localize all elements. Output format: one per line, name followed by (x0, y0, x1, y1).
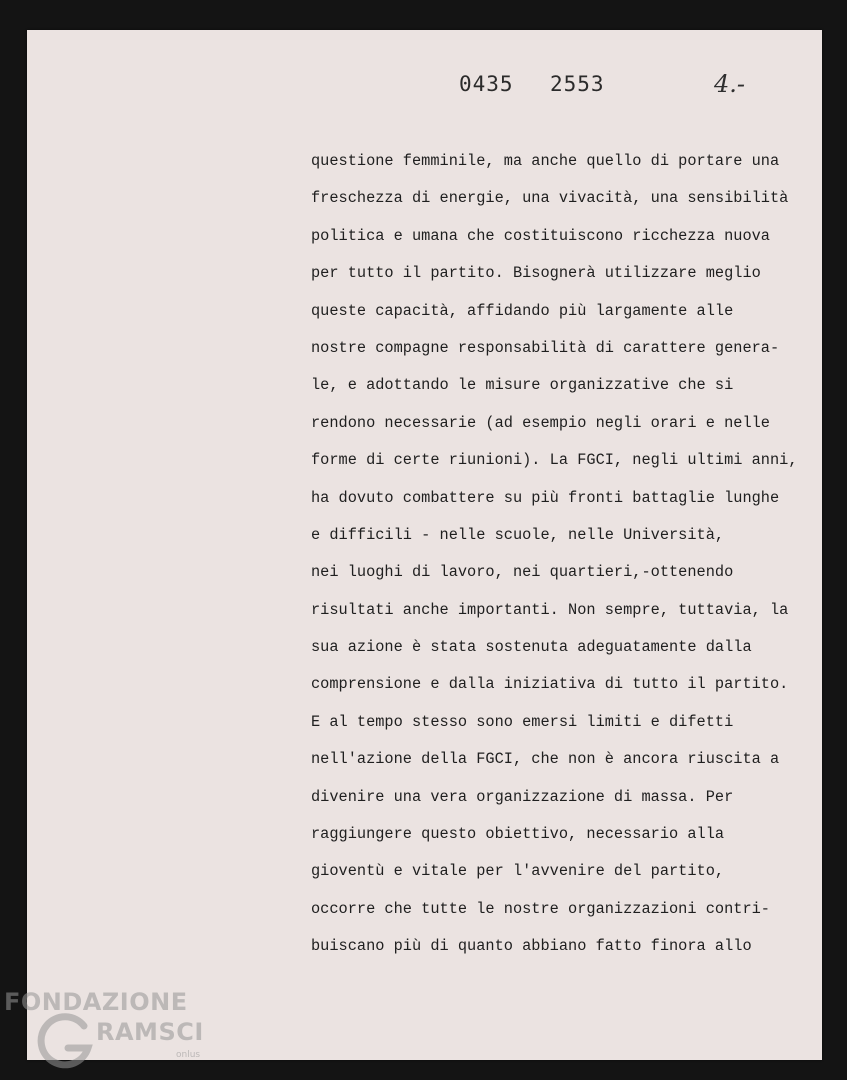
text-line: forme di certe riunioni). La FGCI, negli ultimi anni, (311, 451, 798, 470)
text-line: nell'azione della FGCI, che non è ancora riuscita a (311, 750, 780, 769)
handwritten-page-number: 4.- (714, 70, 746, 98)
text-line: le, e adottando le misure organizzative che si (311, 376, 734, 395)
text-line: freschezza di energie, una vivacità, una sensibilità (311, 189, 789, 208)
text-line: risultati anche importanti. Non sempre, tuttavia, la (311, 600, 789, 619)
text-line: nei luoghi di lavoro, nei quartieri,-ottenendo (311, 563, 734, 582)
archive-number-left: 0435 (459, 72, 514, 96)
text-line: raggiungere questo obiettivo, necessario alla (311, 825, 725, 844)
gramsci-g-logo-icon (34, 1012, 96, 1072)
text-line: politica e umana che costituiscono ricchezza nuova (311, 226, 770, 245)
text-line: E al tempo stesso sono emersi limiti e difetti (311, 712, 734, 731)
archive-number-right: 2553 (550, 72, 605, 96)
watermark-line-3: onlus (176, 1050, 201, 1060)
watermark-line-2: RAMSCI (96, 1018, 204, 1046)
text-line: divenire una vera organizzazione di massa. Per (311, 787, 734, 806)
text-line: ha dovuto combattere su più fronti battaglie lunghe (311, 488, 780, 507)
text-line: sua azione è stata sostenuta adeguatamente dalla (311, 638, 752, 657)
text-line: e difficili - nelle scuole, nelle Università, (311, 525, 725, 544)
watermark-line-1: FONDAZIONE (4, 988, 188, 1016)
fondazione-gramsci-watermark (4, 988, 214, 1074)
text-line: nostre compagne responsabilità di carattere genera- (311, 338, 780, 357)
document-body (311, 148, 798, 971)
text-line: rendono necessarie (ad esempio negli orari e nelle (311, 413, 770, 432)
text-line: per tutto il partito. Bisognerà utilizzare meglio (311, 264, 761, 283)
text-line: buiscano più di quanto abbiano fatto finora allo (311, 937, 752, 956)
text-line: gioventù e vitale per l'avvenire del partito, (311, 862, 725, 881)
text-line: questione femminile, ma anche quello di portare una (311, 152, 780, 170)
text-line: occorre che tutte le nostre organizzazioni contri- (311, 899, 770, 918)
text-line: comprensione e dalla iniziativa di tutto il partito. (311, 675, 789, 694)
text-line: queste capacità, affidando più largamente alle (311, 301, 734, 320)
